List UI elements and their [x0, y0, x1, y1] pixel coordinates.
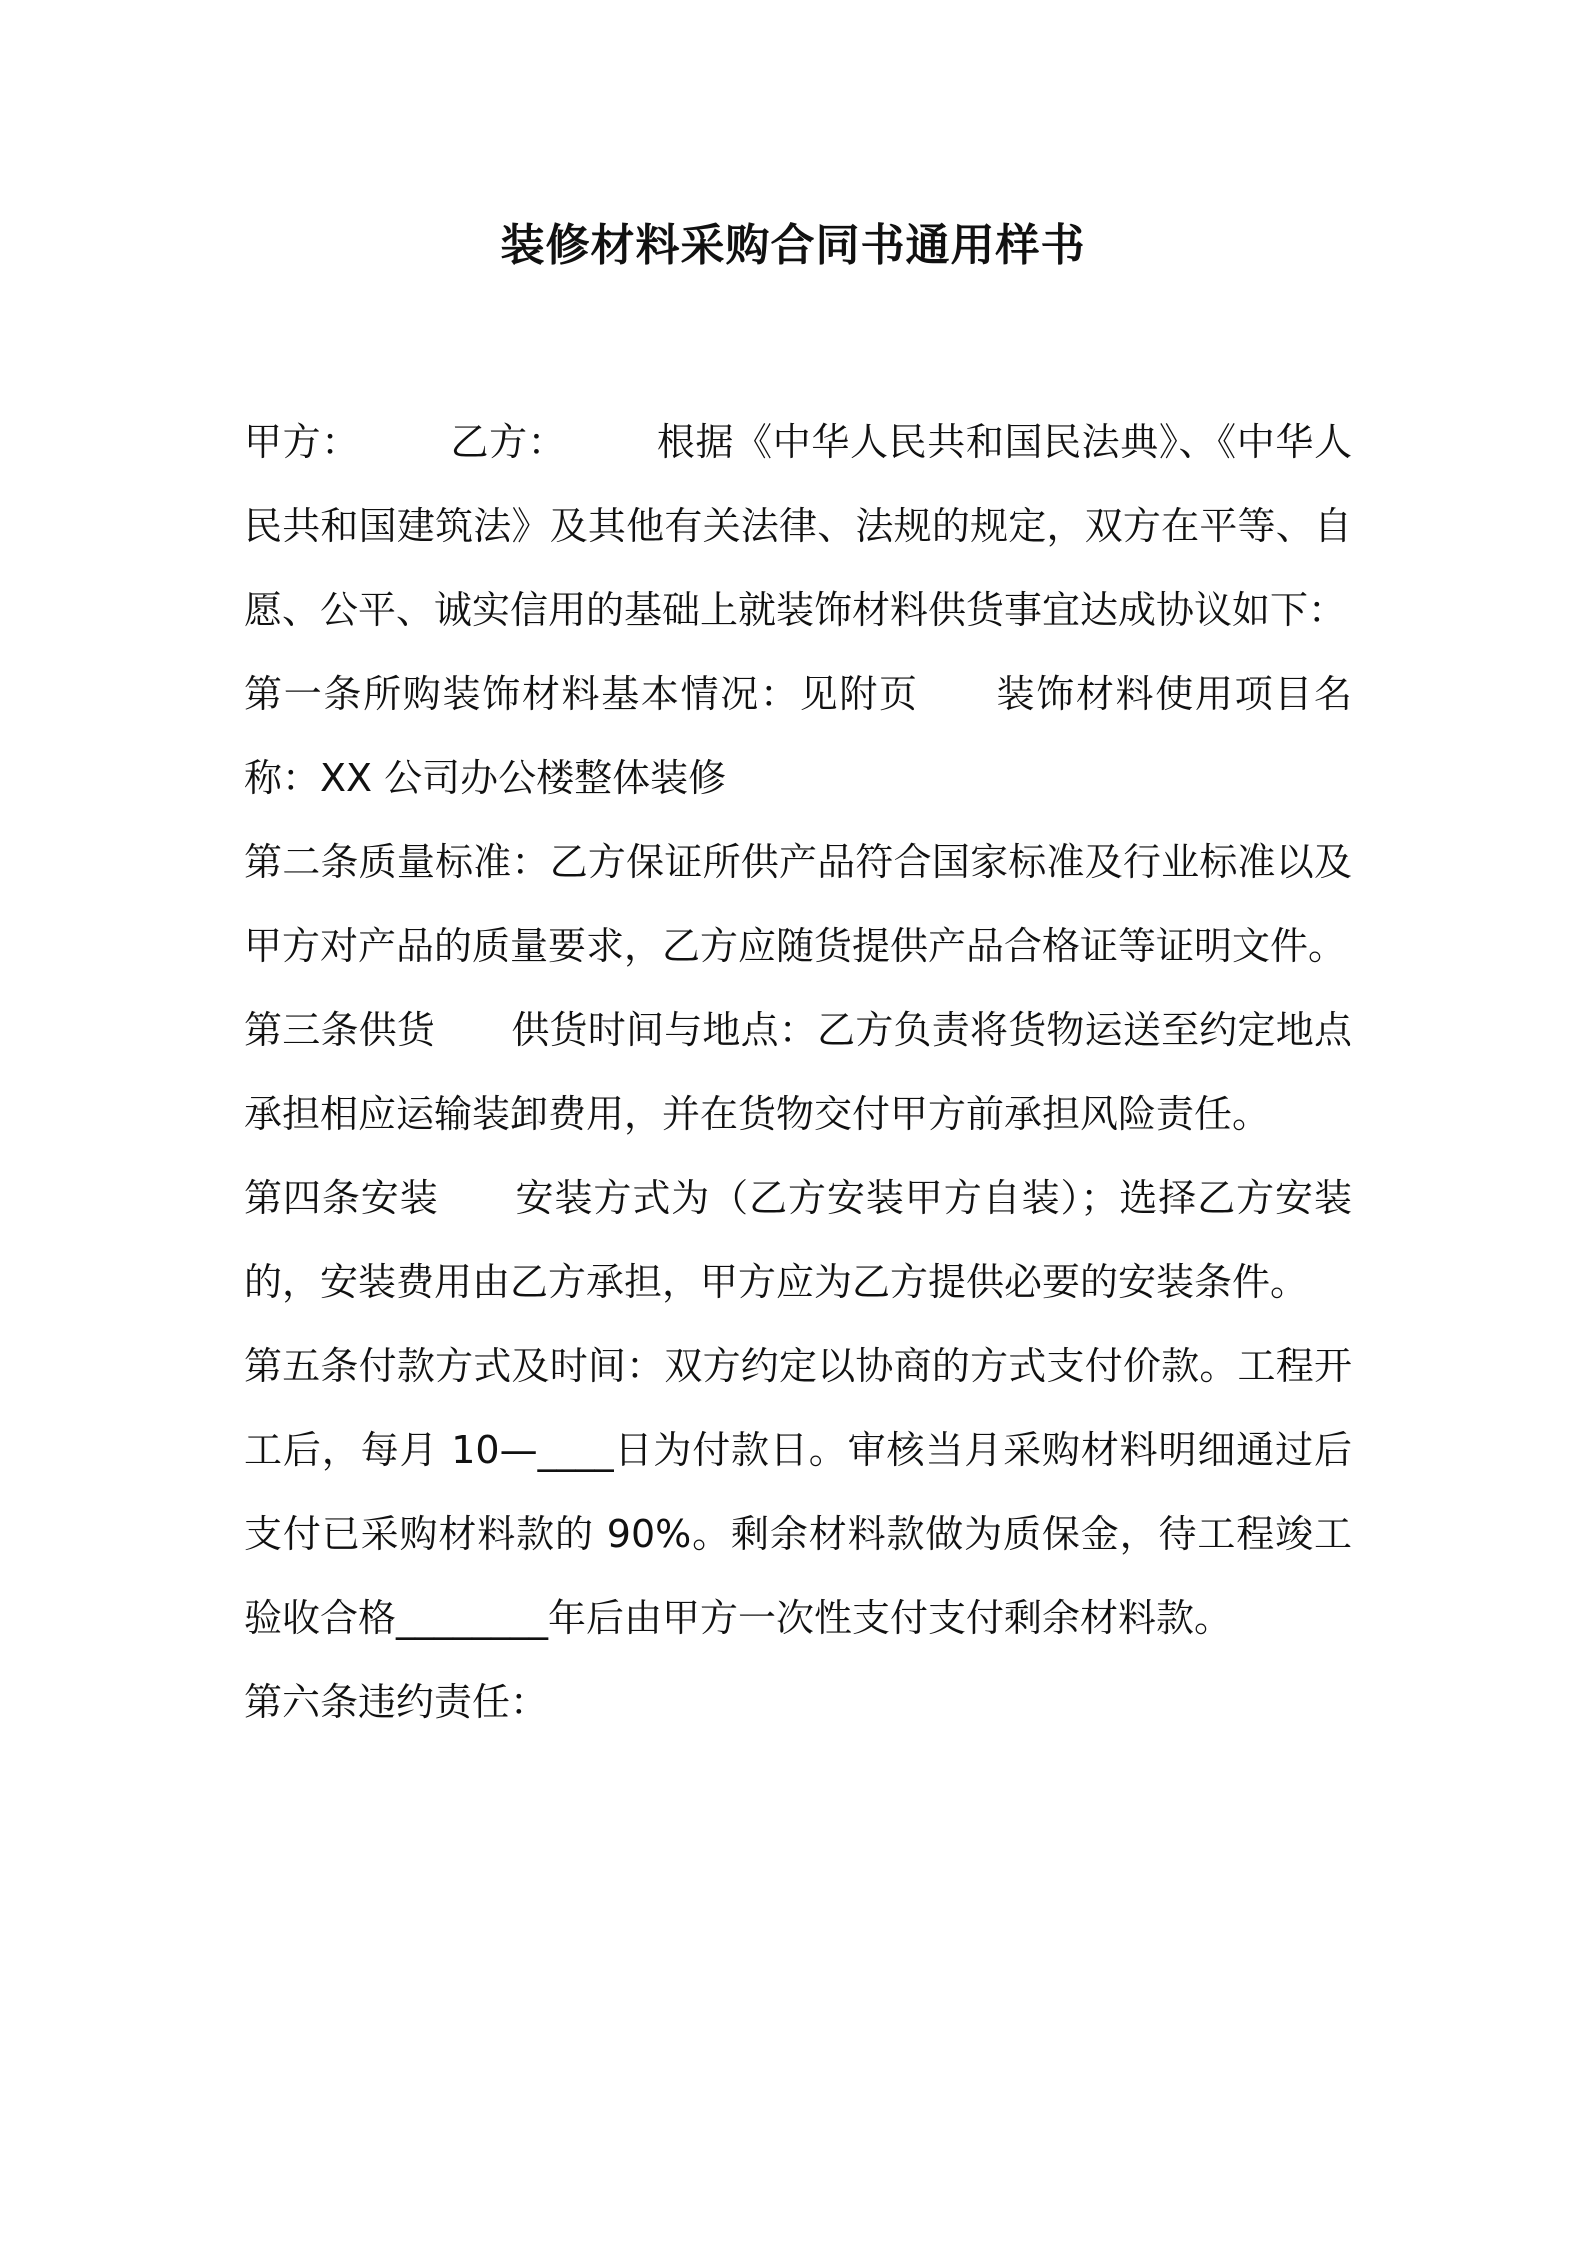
article-4: [244, 1156, 1352, 1324]
article-2: 第二条质量标准：乙方保证所供产品符合国家标准及行业标准以及甲方对产品的质量要求，乙方应随货提供产品合格证等证明文件。: [244, 840, 1352, 968]
article-4-text: 安装方式为（乙方安装甲方自装）；选择乙方安装的，安装费用由乙方承担，甲方应为乙方提供必要的安装条件。: [244, 1176, 1352, 1304]
article-1-project: 装饰材料使用项目名称：XX 公司办公楼整体装修: [244, 672, 1352, 800]
article-3: [244, 988, 1352, 1156]
article-5: 第五条付款方式及时间：双方约定以协商的方式支付价款。工程开工后，每月 10—____日为付款日。审核当月采购材料明细通过后支付已采购材料款的 90%。剩余材料款做为质保金，待工程竣工验收合格________年后由甲方一次性支付支付剩余材料款。: [244, 1344, 1352, 1640]
article-4-heading: 第四条安装: [244, 1176, 439, 1220]
article-3-heading: 第三条供货: [244, 1008, 436, 1052]
article-6: 第六条违约责任：: [244, 1680, 549, 1724]
article-1: [244, 652, 1352, 820]
document-title: 装修材料采购合同书通用样书: [500, 220, 1086, 271]
preamble-text: 根据《中华人民共和国民法典》、《中华人民共和国建筑法》及其他有关法律、法规的规定，双方在平等、自愿、公平、诚实信用的基础上就装饰材料供货事宜达成协议如下：: [244, 420, 1352, 632]
party-b-label: 乙方：: [449, 420, 567, 464]
preamble-paragraph: [244, 400, 1352, 652]
article-1-heading: 第一条所购装饰材料基本情况：见附页: [244, 672, 919, 716]
document-body: [244, 400, 1352, 1744]
article-3-text: 供货时间与地点：乙方负责将货物运送至约定地点承担相应运输装卸费用，并在货物交付甲方前承担风险责任。: [244, 1008, 1352, 1136]
party-a-label: 甲方：: [244, 420, 360, 464]
